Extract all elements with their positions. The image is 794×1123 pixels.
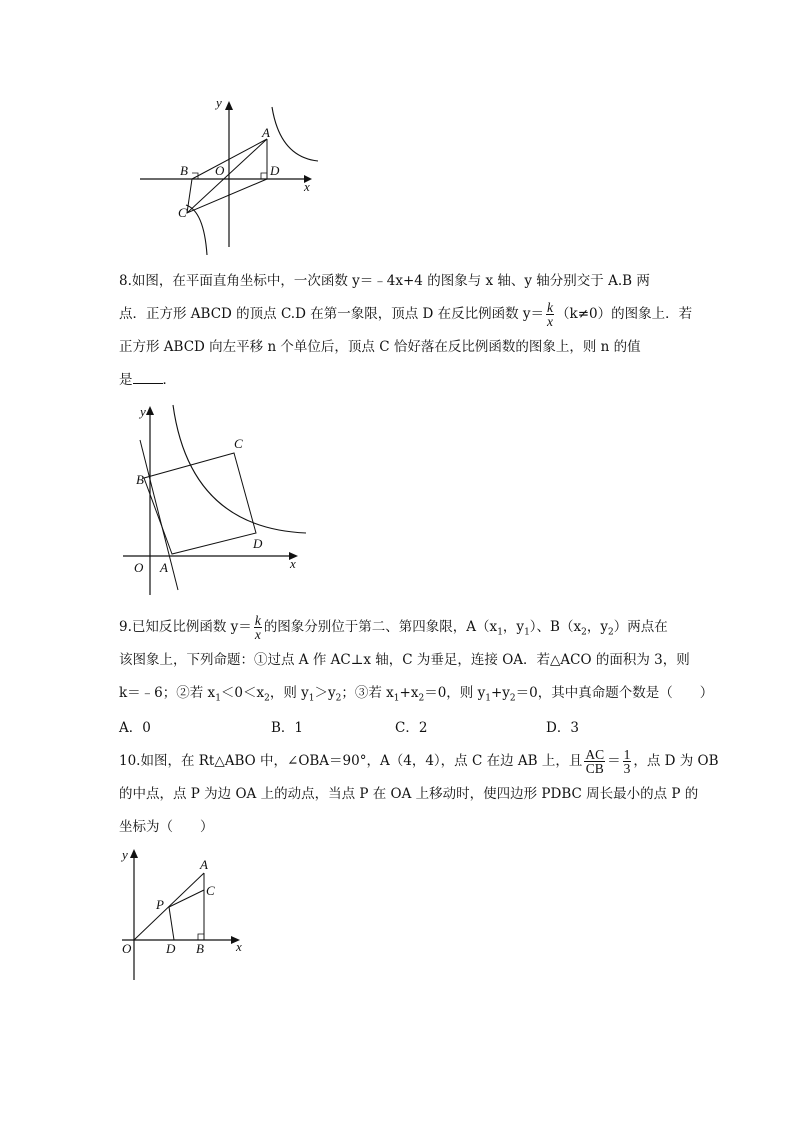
fig7-label-O: O	[215, 163, 225, 178]
fig8-label-D: D	[253, 536, 263, 551]
q10-line-3: 坐标为（ ）	[119, 819, 214, 835]
fig10-label-O: O	[122, 941, 132, 956]
q9-fraction-k-over-x: $\frac{k}{x}$	[254, 613, 261, 642]
q8-line-2: 点．正方形 ABCD 的顶点 C.D 在第一象限，顶点 D 在反比例函数 y＝ $\frac{k}{x}$ （k≠0）的图象上．若	[119, 300, 693, 329]
fig7-label-C: C	[178, 205, 187, 220]
q8-fraction-k-over-x: $\frac{k}{x}$	[547, 300, 554, 329]
q8-answer-blank[interactable]	[133, 369, 163, 384]
fig10-label-P: P	[156, 897, 164, 912]
fig7-label-y: y	[216, 95, 222, 110]
figure-q8	[118, 400, 318, 600]
fig10-label-A: A	[200, 857, 208, 872]
fig10-label-C: C	[206, 883, 215, 898]
fig8-label-O: O	[134, 560, 144, 575]
q9-line-2: 该图象上，下列命题：①过点 A 作 AC⊥x 轴，C 为垂足，连接 OA．若△ACO 的面积为 3，则	[119, 652, 690, 668]
figure-q10	[112, 845, 252, 985]
q10-fraction-one-third: $\frac{1}{3}$	[623, 747, 631, 776]
fig10-label-D: D	[166, 941, 176, 956]
q9-option-a[interactable]: A．0	[119, 720, 151, 736]
fig10-label-y: y	[122, 847, 128, 862]
question-9	[119, 611, 714, 710]
q10-line-2: 的中点，点 P 为边 OA 上的动点，当点 P 在 OA 上移动时，使四边形 PDBC 周长最小的点 P 的	[119, 786, 699, 802]
q9-line-3: k＝﹣6；②若 $x_1<0<x_2$，则 $y_1>y_2$；③若 $x_1+x_2=0$，则 $y_1+y_2=0$，其中真命题个数是（ ）	[119, 685, 714, 704]
q9-options	[119, 716, 679, 736]
q8-line-3: 正方形 ABCD 向左平移 n 个单位后，顶点 C 恰好落在反比例函数的图象上，则 n 的值	[119, 339, 641, 355]
q9-line-1: 9.已知反比例函数 y＝ $\frac{k}{x}$ 的图象分别位于第二、第四象限，$A(x_1$，$y_1$）、$B(x_2$，$y_2$）两点在	[119, 613, 668, 642]
q9-option-d[interactable]: D．3	[546, 720, 579, 736]
figure-q7	[130, 95, 330, 255]
q10-line-1: 10.如图，在 Rt△ABO 中，∠OBA＝90°，A（4，4），点 C 在边 AB 上，且 $\frac{AC}{CB}$ ＝ $\frac{1}{3}$ ，点 D 为 OB	[119, 747, 719, 776]
q8-line-4: 是 ．	[119, 364, 679, 397]
q9-option-b[interactable]: B．1	[271, 720, 304, 736]
question-8	[119, 265, 693, 397]
fig10-label-x: x	[236, 939, 242, 954]
fig8-label-A: A	[160, 560, 168, 575]
fig7-label-D: D	[270, 163, 280, 178]
fig7-label-A: A	[262, 125, 270, 140]
fig8-label-B: B	[136, 472, 144, 487]
fig7-label-B: B	[180, 163, 188, 178]
fig8-label-C: C	[234, 436, 243, 451]
q10-fraction-ac-over-cb: $\frac{AC}{CB}$	[585, 747, 605, 776]
q8-line-1: 8.如图，在平面直角坐标中，一次函数 y＝﹣4x+4 的图象与 x 轴、y 轴分别交于 A.B 两	[119, 273, 650, 289]
fig10-label-B: B	[196, 941, 204, 956]
fig7-label-x: x	[304, 179, 310, 194]
fig8-label-y: y	[140, 404, 146, 419]
question-10	[119, 745, 719, 844]
q9-option-c[interactable]: C．2	[395, 720, 428, 736]
fig8-label-x: x	[290, 556, 296, 571]
